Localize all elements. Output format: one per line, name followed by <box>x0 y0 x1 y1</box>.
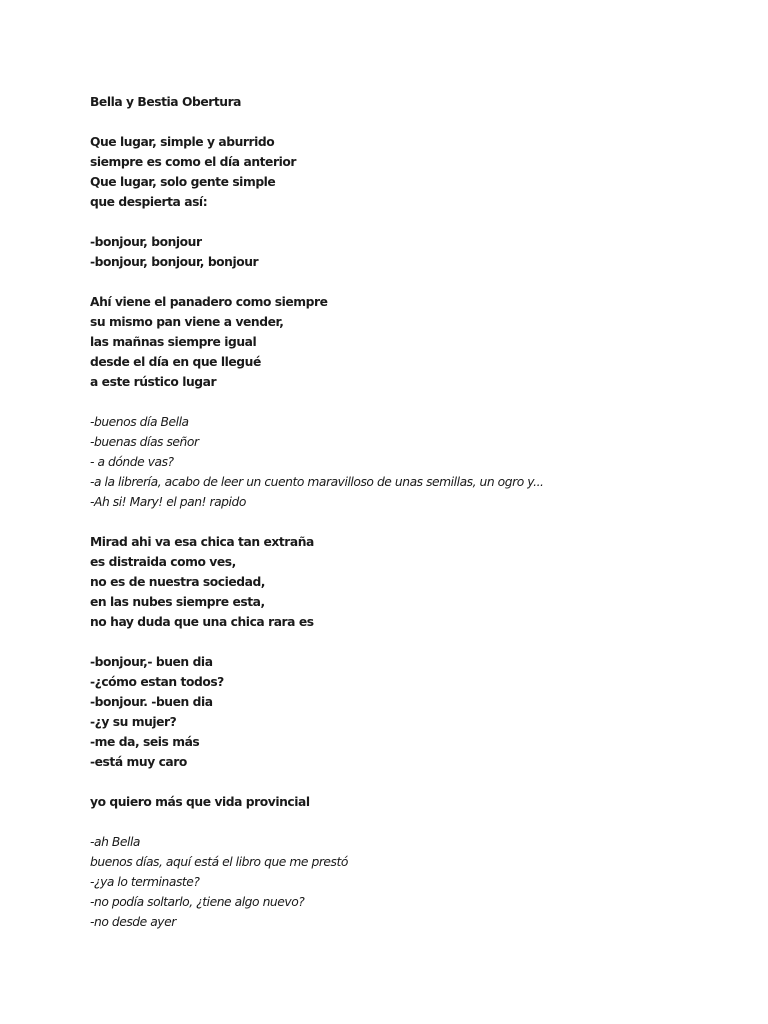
lyric-line: -¿y su mujer? <box>90 715 177 729</box>
lyric-line: Que lugar, solo gente simple <box>90 175 276 189</box>
stanza-1 <box>90 132 710 212</box>
dialogue-line: -¿ya lo terminaste? <box>90 875 200 889</box>
stanza-7 <box>90 792 710 812</box>
dialogue-line: -buenos día Bella <box>90 415 189 429</box>
stanza-4-dialogue <box>90 412 710 512</box>
dialogue-line: -no desde ayer <box>90 915 176 929</box>
lyric-line: desde el día en que llegué <box>90 355 261 369</box>
lyric-line: Ahí viene el panadero como siempre <box>90 295 328 309</box>
dialogue-line: -ah Bella <box>90 835 140 849</box>
stanza-3 <box>90 292 710 392</box>
lyric-line: -está muy caro <box>90 755 187 769</box>
dialogue-line: buenos días, aquí está el libro que me prestó <box>90 855 348 869</box>
lyric-line: las mañnas siempre igual <box>90 335 257 349</box>
dialogue-line: -Ah si! Mary! el pan! rapido <box>90 495 246 509</box>
lyric-line: -me da, seis más <box>90 735 200 749</box>
lyric-line: -bonjour. -buen dia <box>90 695 213 709</box>
lyric-line: siempre es como el día anterior <box>90 155 296 169</box>
lyric-line: es distraida como ves, <box>90 555 236 569</box>
dialogue-line: -a la librería, acabo de leer un cuento maravilloso de unas semillas, un ogro y... <box>90 475 544 489</box>
document-title: Bella y Bestia Obertura <box>90 95 242 109</box>
lyric-line: que despierta así: <box>90 195 208 209</box>
stanza-8-dialogue <box>90 832 710 932</box>
lyric-line: no hay duda que una chica rara es <box>90 615 314 629</box>
lyric-line: -¿cómo estan todos? <box>90 675 224 689</box>
lyric-line: en las nubes siempre esta, <box>90 595 265 609</box>
lyric-line: -bonjour, bonjour <box>90 235 202 249</box>
dialogue-line: - a dónde vas? <box>90 455 174 469</box>
dialogue-line: -buenas días señor <box>90 435 199 449</box>
lyric-line: -bonjour, bonjour, bonjour <box>90 255 259 269</box>
lyric-line: yo quiero más que vida provincial <box>90 795 310 809</box>
stanza-5 <box>90 532 710 632</box>
document-page <box>90 92 710 952</box>
stanza-2 <box>90 232 710 272</box>
lyric-line: -bonjour,- buen dia <box>90 655 213 669</box>
stanza-6 <box>90 652 710 772</box>
lyric-line: no es de nuestra sociedad, <box>90 575 266 589</box>
lyric-line: Mirad ahi va esa chica tan extraña <box>90 535 314 549</box>
lyric-line: su mismo pan viene a vender, <box>90 315 284 329</box>
lyric-line: Que lugar, simple y aburrido <box>90 135 275 149</box>
lyric-line: a este rústico lugar <box>90 375 217 389</box>
dialogue-line: -no podía soltarlo, ¿tiene algo nuevo? <box>90 895 305 909</box>
